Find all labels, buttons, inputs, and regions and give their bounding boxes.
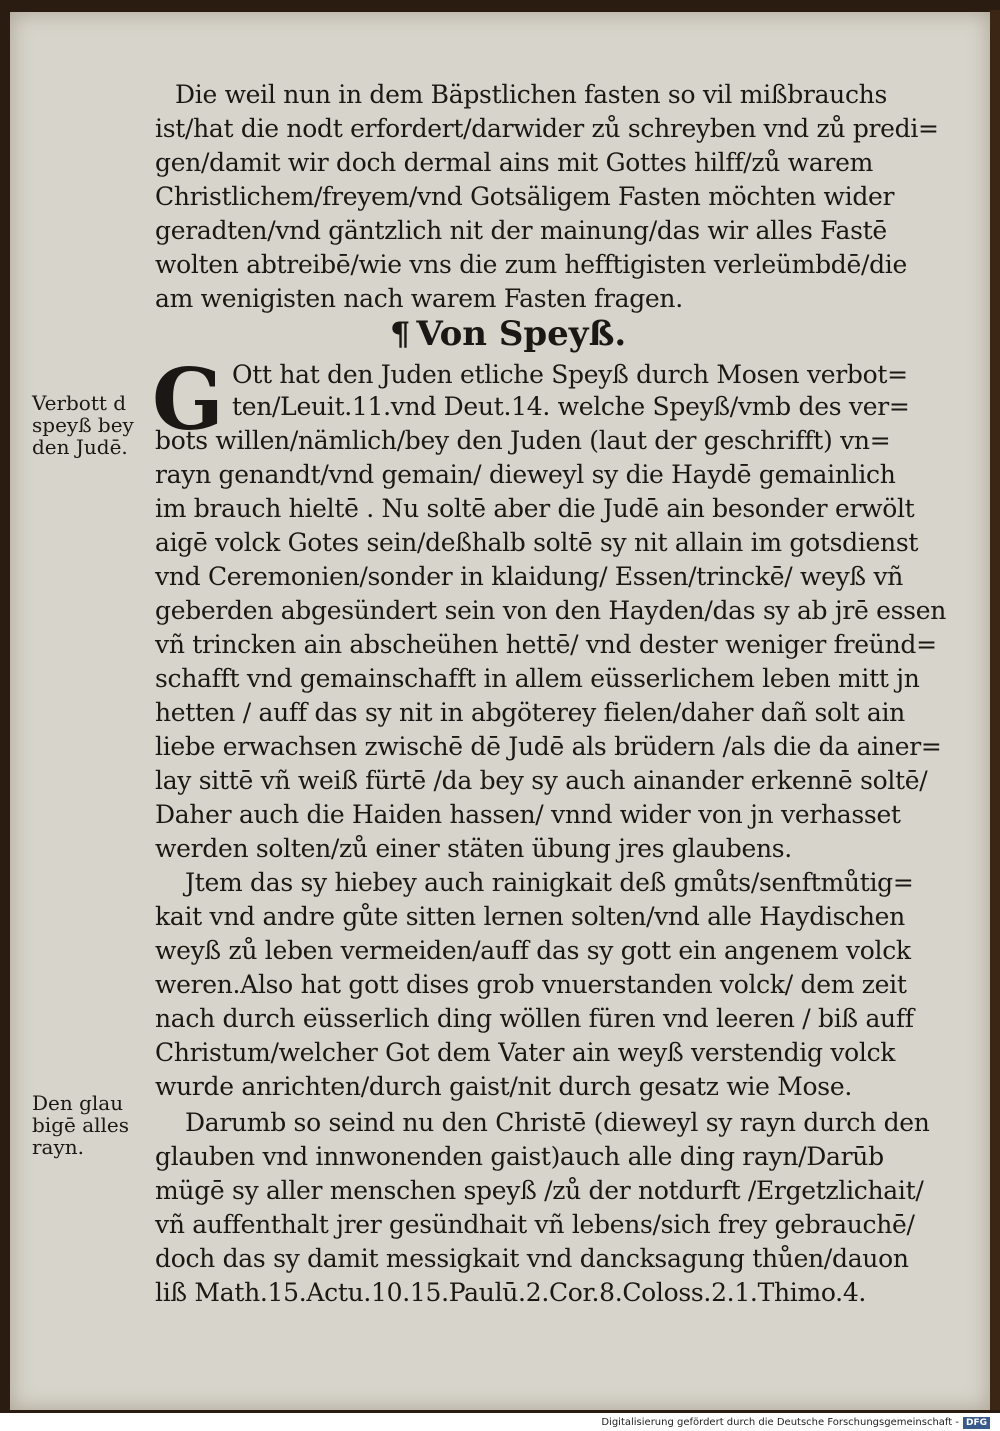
text-line: lay sittē vñ weiß fürtē /da bey sy auch ainander erkennē soltē/ [155,766,928,795]
text-line: glauben vnd innwonenden gaist)auch alle ding rayn/Darūb [155,1142,884,1171]
text-line: ten/Leuit.11.vnd Deut.14. welche Speyß/vmb des ver= [232,392,910,421]
text-line: nach durch eüsserlich ding wöllen füren vnd leeren / biß auff [155,1004,914,1033]
text-line: Christlichem/freyem/vnd Gotsäligem Fasten möchten wider [155,182,895,211]
text-line: hetten / auff das sy nit in abgöterey fielen/daher dañ solt ain [155,698,905,727]
text-line: doch das sy damit messigkait vnd dancksagung thůen/dauon [155,1244,909,1273]
text-line: mügē sy aller menschen speyß /zů der notdurft /Ergetzlichait/ [155,1176,924,1205]
text-line: Darumb so seind nu den Christē (dieweyl sy rayn durch den [185,1108,930,1137]
text-line: am wenigisten nach warem Fasten fragen. [155,284,683,313]
text-line: geberden abgesündert sein von den Hayden/das sy ab jrē essen [155,596,946,625]
text-line: schafft vnd gemainschafft in allem eüsserlichem leben mitt jn [155,664,920,693]
dfg-logo: DFG [963,1417,990,1429]
margin-note-line: Verbott d [32,391,127,415]
text-line: liß Math.15.Actu.10.15.Paulū.2.Cor.8.Coloss.2.1.Thimo.4. [155,1278,867,1307]
margin-note-line: Den glau [32,1091,124,1115]
text-line: vñ trincken ain abscheühen hettē/ vnd dester weniger freünd= [155,630,937,659]
pilcrow-icon: ¶ [390,315,411,353]
section-heading [390,314,626,354]
margin-note-line: bigē alles [32,1113,130,1137]
heading-text: Von Speyß. [416,314,627,354]
document-page [10,12,990,1410]
text-line: weren.Also hat gott dises grob vnuerstanden volck/ dem zeit [155,970,907,999]
text-line: rayn genandt/vnd gemain/ dieweyl sy die Haydē gemainlich [155,460,896,489]
margin-note-line: den Judē. [32,435,128,459]
drop-initial: G [152,350,224,449]
text-line: liebe erwachsen zwischē dē Judē als brüdern /als die da ainer= [155,732,942,761]
text-line: gen/damit wir doch dermal ains mit Gottes hilff/zů warem [155,148,873,177]
digitization-credit [601,1414,990,1431]
text-line: Daher auch die Haiden hassen/ vnnd wider von jn verhasset [155,800,901,829]
text-line: Jtem das sy hiebey auch rainigkait deß gmůts/senftmůtig= [185,868,914,897]
text-line: Die weil nun in dem Bäpstlichen fasten so vil mißbrauchs [175,80,888,109]
text-line: wolten abtreibē/wie vns die zum hefftigisten verleümbdē/die [155,250,908,279]
credit-text: Digitalisierung gefördert durch die Deutsche Forschungsgemeinschaft - [601,1417,959,1428]
text-line: ist/hat die nodt erfordert/darwider zů schreyben vnd zů predi= [155,114,939,143]
text-line: bots willen/nämlich/bey den Juden (laut der geschrifft) vn= [155,426,891,455]
margin-note [32,392,152,458]
margin-note-line: rayn. [32,1135,85,1159]
margin-note [32,1092,152,1158]
text-line: werden solten/zů einer stäten übung jres glaubens. [155,834,792,863]
text-line: Christum/welcher Got dem Vater ain weyß verstendig volck [155,1038,896,1067]
text-line: vnd Ceremonien/sonder in klaidung/ Essen/trinckē/ weyß vñ [155,562,904,591]
text-line: geradten/vnd gäntzlich nit der mainung/das wir alles Fastē [155,216,887,245]
margin-note-line: speyß bey [32,413,134,437]
text-line: Ott hat den Juden etliche Speyß durch Mosen verbot= [232,360,908,389]
page-edge [990,10,1000,1410]
text-line: aigē volck Gotes sein/deßhalb soltē sy nit allain im gotsdienst [155,528,919,557]
text-line: kait vnd andre gůte sitten lernen solten/vnd alle Haydischen [155,902,905,931]
text-line: weyß zů leben vermeiden/auff das sy gott ein angenem volck [155,936,911,965]
text-line: wurde anrichten/durch gaist/nit durch gesatz wie Mose. [155,1072,852,1101]
text-line: vñ auffenthalt jrer gesündhait vñ lebens/sich frey gebrauchē/ [155,1210,915,1239]
text-line: im brauch hieltē . Nu soltē aber die Judē ain besonder erwölt [155,494,915,523]
